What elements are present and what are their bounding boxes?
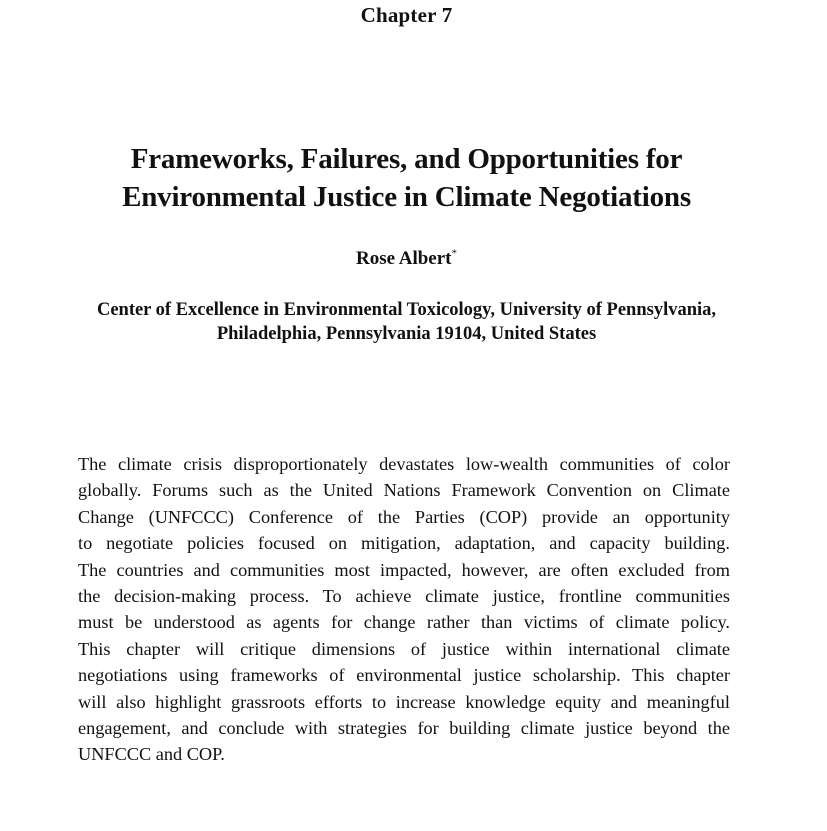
abstract-line: must be understood as agents for change rather than victims of climate policy. [78, 612, 730, 633]
abstract-line: This chapter will critique dimensions of justice within international climate [78, 638, 730, 659]
abstract-line: the decision-making process. To achieve climate justice, frontline communities [78, 586, 730, 607]
chapter-title-line-2: Environmental Justice in Climate Negotiations [122, 181, 691, 213]
abstract-line: engagement, and conclude with strategies for building climate justice beyond the [78, 718, 730, 739]
chapter-label: Chapter 7 [360, 3, 453, 27]
affiliation [0, 298, 813, 346]
abstract-line: negotiations using frameworks of environmental justice scholarship. This chapter [78, 665, 730, 686]
abstract [78, 451, 730, 768]
author [0, 247, 813, 271]
author-name: Rose Albert [355, 248, 452, 269]
abstract-line: UNFCCC and COP. [78, 744, 225, 765]
abstract-line: Change (UNFCCC) Conference of the Parties (COP) provide an opportunity [78, 506, 730, 527]
abstract-line: The countries and communities most impacted, however, are often excluded from [78, 559, 730, 580]
abstract-line: globally. Forums such as the United Nations Framework Convention on Climate [78, 480, 730, 501]
chapter-title-line-1: Frameworks, Failures, and Opportunities for [130, 143, 683, 175]
abstract-line: to negotiate policies focused on mitigation, adaptation, and capacity building. [78, 533, 730, 554]
abstract-line: will also highlight grassroots efforts to increase knowledge equity and meaningful [78, 691, 730, 712]
affiliation-line-2: Philadelphia, Pennsylvania 19104, United States [216, 324, 597, 344]
chapter-title [0, 140, 813, 216]
abstract-line: The climate crisis disproportionately devastates low-wealth communities of color [78, 454, 730, 474]
affiliation-line-1: Center of Excellence in Environmental Toxicology, University of Pennsylvania, [96, 300, 717, 320]
author-footnote-mark: * [451, 247, 457, 260]
